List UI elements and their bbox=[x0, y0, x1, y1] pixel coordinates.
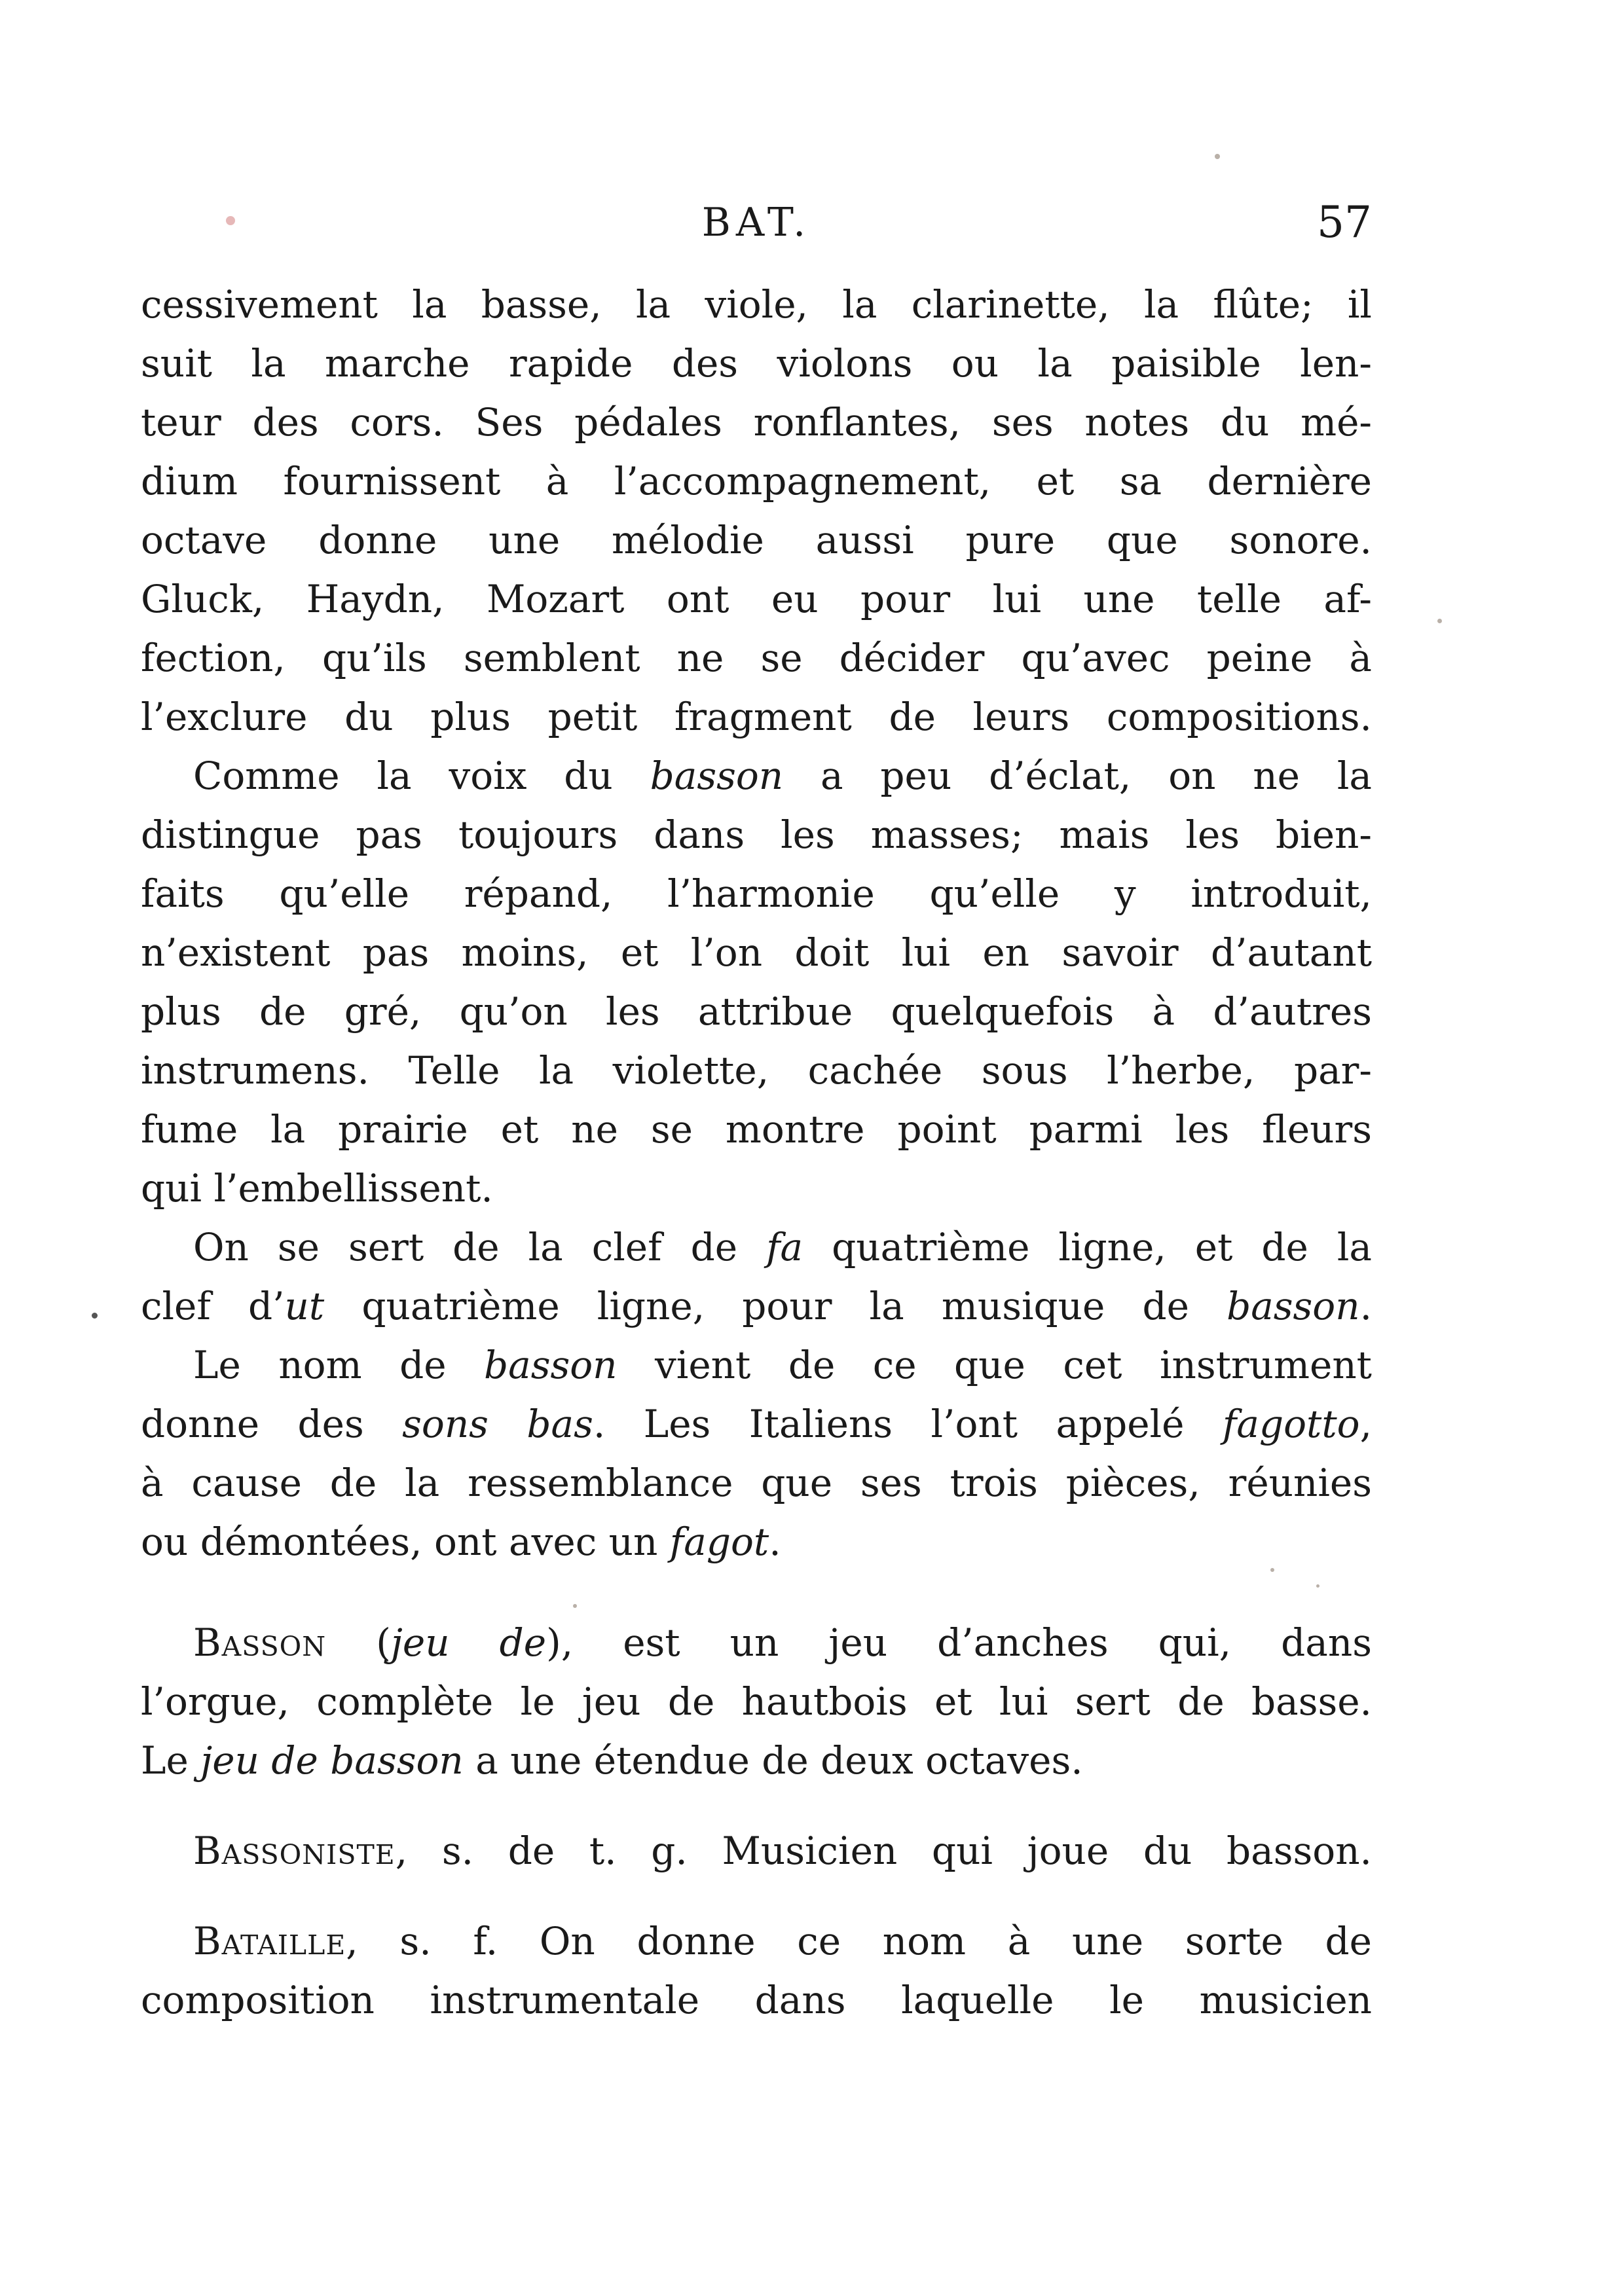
text-line bbox=[141, 275, 1372, 334]
text-line bbox=[141, 1394, 1372, 1453]
text-run: Le bbox=[141, 1738, 201, 1783]
text-run: ( bbox=[326, 1620, 391, 1665]
paragraph-gap bbox=[141, 1571, 1372, 1613]
text-line bbox=[141, 864, 1372, 923]
text-line bbox=[141, 687, 1372, 746]
entry-headword: Bassoniste bbox=[193, 1829, 396, 1873]
print-speck bbox=[573, 1604, 577, 1608]
text-run: . bbox=[1359, 1284, 1372, 1328]
text-line bbox=[141, 570, 1372, 629]
text-run: a peu d’éclat, on ne la bbox=[783, 754, 1372, 798]
text-line bbox=[141, 452, 1372, 511]
paragraph bbox=[141, 746, 1372, 1218]
paragraph-gap bbox=[141, 1790, 1372, 1821]
text-run: instrumens. Telle la violette, cachée sous l’herbe, par- bbox=[141, 1048, 1372, 1093]
italic-term: fa bbox=[766, 1225, 803, 1269]
text-run: fection, qu’ils semblent ne se décider qu’avec peine à bbox=[141, 636, 1372, 680]
text-run: fume la prairie et ne se montre point parmi les fleurs bbox=[141, 1107, 1372, 1152]
italic-term: ut bbox=[284, 1284, 325, 1328]
text-run: . Les Italiens l’ont appelé bbox=[593, 1402, 1223, 1446]
text-run: , s. f. On donne ce nom à une sorte de bbox=[346, 1919, 1372, 1963]
text-line bbox=[141, 1512, 1372, 1571]
italic-term: basson bbox=[650, 754, 784, 798]
text-line bbox=[141, 982, 1372, 1041]
text-run: cessivement la basse, la viole, la clarinette, la flûte; il bbox=[141, 282, 1372, 327]
text-run: octave donne une mélodie aussi pure que sonore. bbox=[141, 518, 1372, 562]
text-line bbox=[141, 1159, 1372, 1218]
print-speck bbox=[1215, 154, 1220, 159]
text-run: Comme la voix du bbox=[193, 754, 650, 798]
text-line bbox=[141, 1336, 1372, 1394]
text-line bbox=[141, 1672, 1372, 1731]
text-line bbox=[141, 1453, 1372, 1512]
text-line bbox=[141, 805, 1372, 864]
text-run: clef d’ bbox=[141, 1284, 285, 1328]
text-line bbox=[141, 334, 1372, 393]
print-speck bbox=[92, 1313, 98, 1319]
print-speck bbox=[1270, 1568, 1274, 1572]
italic-term: basson bbox=[484, 1343, 618, 1387]
text-run: teur des cors. Ses pédales ronflantes, ses notes du mé- bbox=[141, 400, 1372, 445]
text-run: ou démontées, ont avec un bbox=[141, 1520, 670, 1564]
entry-headword: Bataille bbox=[193, 1919, 346, 1963]
text-run: l’exclure du plus petit fragment de leurs compositions. bbox=[141, 695, 1372, 739]
dictionary-entry bbox=[141, 1912, 1372, 2030]
text-run: à cause de la ressemblance que ses trois pièces, réunies bbox=[141, 1461, 1372, 1505]
text-run: plus de gré, qu’on les attribue quelquefois à d’autres bbox=[141, 989, 1372, 1034]
text-run: Gluck, Haydn, Mozart ont eu pour lui une telle af- bbox=[141, 577, 1372, 621]
text-line bbox=[141, 1100, 1372, 1159]
italic-term: fagotto bbox=[1222, 1402, 1360, 1446]
text-line bbox=[141, 1912, 1372, 1971]
italic-term: sons bas bbox=[402, 1402, 593, 1446]
text-run: vient de ce que cet instrument bbox=[617, 1343, 1372, 1387]
text-run: quatrième ligne, et de la bbox=[803, 1225, 1372, 1269]
text-run: dium fournissent à l’accompagnement, et sa dernière bbox=[141, 459, 1372, 503]
text-line bbox=[141, 746, 1372, 805]
text-line bbox=[141, 1821, 1372, 1880]
text-line bbox=[141, 1041, 1372, 1100]
paragraph-gap bbox=[141, 1880, 1372, 1912]
entry-headword: Basson bbox=[193, 1620, 327, 1665]
italic-term: fagot bbox=[669, 1520, 769, 1564]
text-run: donne des bbox=[141, 1402, 403, 1446]
page-number: 57 bbox=[1317, 197, 1372, 247]
text-run: ), est un jeu d’anches qui, dans bbox=[546, 1620, 1372, 1665]
text-run: qui l’embellissent. bbox=[141, 1166, 493, 1211]
text-run: a une étendue de deux octaves. bbox=[463, 1738, 1083, 1783]
text-line bbox=[141, 1731, 1372, 1790]
text-run: , s. de t. g. Musicien qui joue du basson. bbox=[395, 1829, 1372, 1873]
text-line bbox=[141, 1277, 1372, 1336]
print-speck bbox=[1316, 1584, 1320, 1588]
text-run: l’orgue, complète le jeu de hautbois et lui sert de basse. bbox=[141, 1679, 1372, 1724]
text-line bbox=[141, 1613, 1372, 1672]
text-line bbox=[141, 629, 1372, 687]
print-speck bbox=[226, 216, 235, 225]
text-line bbox=[141, 393, 1372, 452]
text-run: . bbox=[769, 1520, 781, 1564]
paragraph bbox=[141, 1218, 1372, 1336]
text-run: n’existent pas moins, et l’on doit lui en savoir d’autant bbox=[141, 930, 1372, 975]
text-run: faits qu’elle répand, l’harmonie qu’elle y introduit, bbox=[141, 871, 1372, 916]
text-line bbox=[141, 511, 1372, 570]
italic-term: jeu de bbox=[390, 1620, 547, 1665]
text-run: suit la marche rapide des violons ou la paisible len- bbox=[141, 341, 1372, 386]
text-run: Le nom de bbox=[193, 1343, 485, 1387]
italic-term: jeu de basson bbox=[200, 1738, 464, 1783]
running-head: BAT. bbox=[701, 200, 811, 246]
text-line bbox=[141, 1971, 1372, 2030]
dictionary-entry bbox=[141, 1613, 1372, 1790]
paragraph bbox=[141, 275, 1372, 746]
paragraph bbox=[141, 1336, 1372, 1571]
text-line bbox=[141, 923, 1372, 982]
italic-term: basson bbox=[1227, 1284, 1360, 1328]
page-body bbox=[141, 275, 1372, 2030]
print-speck bbox=[1437, 619, 1442, 623]
text-run: distingue pas toujours dans les masses; mais les bien- bbox=[141, 812, 1372, 857]
text-run: , bbox=[1359, 1402, 1372, 1446]
text-run: composition instrumentale dans laquelle le musicien bbox=[141, 1978, 1372, 2022]
text-run: On se sert de la clef de bbox=[193, 1225, 767, 1269]
text-run: quatrième ligne, pour la musique de bbox=[324, 1284, 1227, 1328]
text-line bbox=[141, 1218, 1372, 1277]
dictionary-entry bbox=[141, 1821, 1372, 1880]
page-header bbox=[141, 196, 1372, 249]
